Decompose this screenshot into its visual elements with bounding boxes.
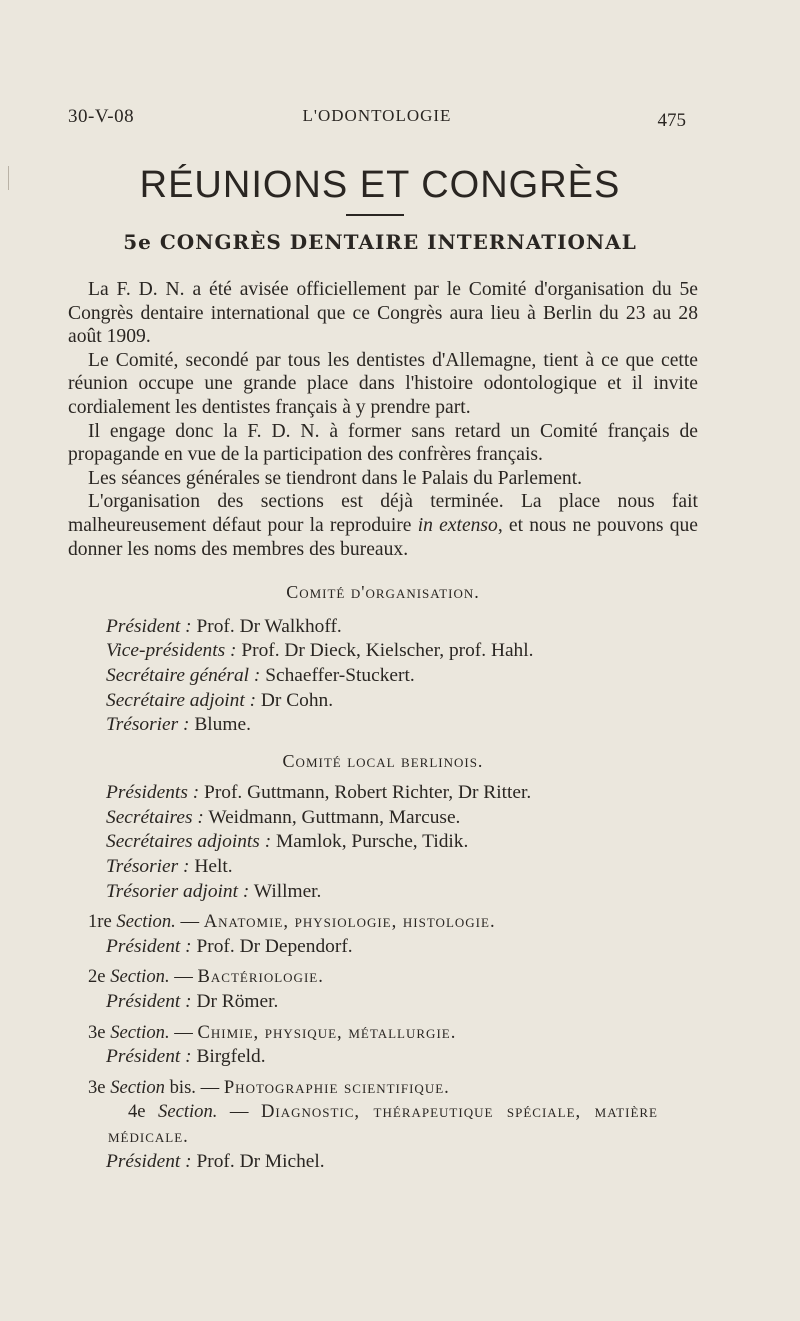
org-role: Vice-présidents : [106, 640, 237, 662]
section-1-president [68, 935, 698, 960]
section-word: Section. [116, 911, 176, 933]
section-dash: — [175, 911, 204, 933]
local-role: Secrétaires : [106, 806, 204, 828]
section-names: Prof. Dr Dependorf. [196, 935, 353, 957]
section-names: Birgfeld. [196, 1046, 266, 1068]
org-role: Président : [106, 615, 192, 637]
paragraph-3: Il engage donc la F. D. N. à former sans retard un Comité français de propagande en vue de la participation des confrères français. [68, 420, 698, 466]
section-role: Président : [106, 1046, 192, 1068]
section-topic: Photographie scientifique. [223, 1076, 450, 1098]
article-subtitle: 5e CONGRÈS DENTAIRE INTERNATIONAL [123, 230, 637, 254]
section-dash: — [169, 966, 198, 988]
section-role: Président : [106, 935, 192, 957]
paragraph-2: Le Comité, secondé par tous les dentistes d'Allemagne, tient à ce que cette réunion occupe une grande place dans l'histoire odontologique et il invite cordialement les dentistes français à y prendre part. [68, 349, 698, 418]
local-names: Prof. Guttmann, Robert Richter, Dr Ritter. [204, 782, 532, 804]
section-1-heading [68, 910, 698, 935]
paragraph-5-italic: in extenso [417, 514, 498, 536]
org-names: Blume. [194, 714, 251, 736]
paragraph-5 [68, 490, 698, 561]
section-topic: Bactériologie. [197, 966, 324, 988]
local-role: Présidents : [106, 782, 200, 804]
section-number: 3e [88, 1021, 106, 1043]
org-role: Secrétaire adjoint : [106, 689, 257, 711]
local-row [68, 806, 698, 831]
section-number: 4e [128, 1101, 146, 1123]
article-body [68, 278, 698, 1174]
local-names: Weidmann, Guttmann, Marcuse. [208, 806, 461, 828]
comite-local-heading: Comité local berlinois. [282, 750, 484, 771]
section-4-heading [68, 1100, 698, 1149]
local-role: Secrétaires adjoints : [106, 831, 272, 853]
org-names: Prof. Dr Walkhoff. [196, 615, 342, 637]
section-number: 3e [88, 1076, 106, 1098]
section-extra: bis. — [164, 1076, 224, 1098]
running-header [68, 104, 686, 134]
section-3-president [68, 1045, 698, 1070]
section-3-heading [68, 1021, 698, 1046]
local-names: Helt. [194, 856, 233, 878]
page-title: RÉUNIONS ET CONGRÈS [139, 164, 621, 206]
local-names: Mamlok, Pursche, Tidik. [276, 831, 469, 853]
org-row [68, 713, 698, 738]
page-number: 475 [657, 110, 686, 131]
local-row [68, 880, 698, 905]
section-4-president [68, 1150, 698, 1175]
local-row [68, 781, 698, 806]
org-row [68, 639, 698, 664]
section-role: Président : [106, 1150, 192, 1172]
org-row [68, 689, 698, 714]
org-names: Prof. Dr Dieck, Kielscher, prof. Hahl. [241, 640, 534, 662]
section-role: Président : [106, 991, 192, 1013]
section-3bis-heading [68, 1076, 698, 1101]
paragraph-5-end: , et nous ne pouvons que donner les noms des membres des bureaux. [68, 514, 698, 560]
title-rule [346, 214, 404, 216]
section-word: Section. [110, 1021, 170, 1043]
local-role: Trésorier adjoint : [106, 880, 250, 902]
section-names: Prof. Dr Michel. [196, 1150, 325, 1172]
section-word: Section. [158, 1101, 218, 1123]
paragraph-1: La F. D. N. a été avisée officiellement par le Comité d'organisation du 5e Congrès dentaire international que ce Congrès aura lieu à Berlin du 23 au 28 août 1909. [68, 279, 698, 348]
header-journal-title: L'ODONTOLOGIE [302, 106, 452, 125]
section-word: Section. [110, 966, 170, 988]
section-dash: — [217, 1101, 261, 1123]
section-topic: Diagnostic, thérapeutique spéciale, matière médicale. [108, 1101, 658, 1147]
org-row [68, 664, 698, 689]
org-role: Trésorier : [106, 714, 190, 736]
section-dash: — [169, 1021, 198, 1043]
local-row [68, 855, 698, 880]
section-2-president [68, 990, 698, 1015]
section-topic: Anatomie, physiologie, histologie. [203, 911, 496, 933]
org-names: Schaeffer-Stuckert. [265, 664, 415, 686]
comite-organisation-heading: Comité d'organisation. [286, 582, 480, 603]
paragraph-5-start: L'organisation des sections est déjà terminée. La place nous fait malheureusement défaut pour la reproduire [68, 491, 698, 536]
local-role: Trésorier : [106, 856, 190, 878]
section-number: 1re [88, 911, 112, 933]
section-names: Dr Römer. [196, 991, 279, 1013]
section-word: Section [110, 1076, 165, 1098]
section-2-heading [68, 965, 698, 990]
paragraph-4: Les séances générales se tiendront dans le Palais du Parlement. [88, 467, 583, 489]
org-row [68, 615, 698, 640]
local-names: Willmer. [253, 880, 322, 902]
section-topic: Chimie, physique, métallurgie. [197, 1021, 457, 1043]
header-date: 30-V-08 [68, 106, 135, 127]
section-number: 2e [88, 966, 106, 988]
org-role: Secrétaire général : [106, 664, 261, 686]
local-row [68, 830, 698, 855]
org-names: Dr Cohn. [260, 689, 334, 711]
